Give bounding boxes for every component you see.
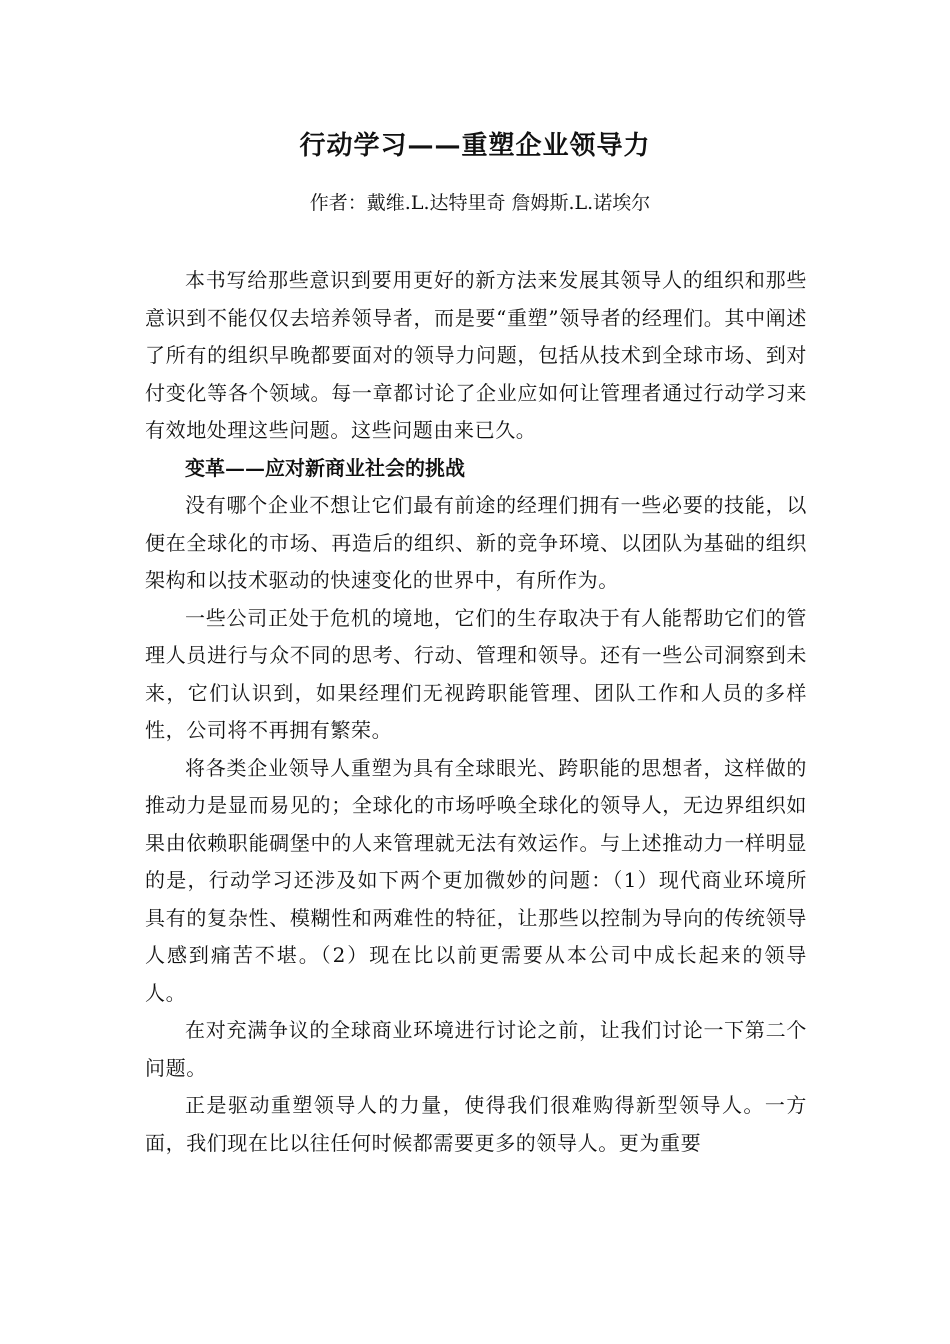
intro-paragraph: 本书写给那些意识到要用更好的新方法来发展其领导人的组织和那些意识到不能仅仅去培养领导者，而是要“重塑”领导者的经理们。其中阐述了所有的组织早晚都要面对的领导力问题，包括从技术到全球市场、到对付变化等各个领域。每一章都讨论了企业应如何让管理者通过行动学习来有效地处理这些问题。这些问题由来已久。 [145, 268, 807, 442]
section-heading: 变革——应对新商业社会的挑战 [185, 455, 465, 480]
body-paragraph-3: 将各类企业领导人重塑为具有全球眼光、跨职能的思想者，这样做的推动力是显而易见的；全球化的市场呼唤全球化的领导人，无边界组织如果由依赖职能碉堡中的人来管理就无法有效运作。与上述推动力一样明显的是，行动学习还涉及如下两个更加微妙的问题：（1）现代商业环境所具有的复杂性、模糊性和两难性的特征，让那些以控制为导向的传统领导人感到痛苦不堪。（2）现在比以前更需要从本公司中成长起来的领导人。 [145, 755, 807, 1005]
body-paragraph-1: 没有哪个企业不想让它们最有前途的经理们拥有一些必要的技能，以便在全球化的市场、再造后的组织、新的竞争环境、以团队为基础的组织架构和以技术驱动的快速变化的世界中，有所作为。 [145, 493, 807, 592]
body-paragraph-2: 一些公司正处于危机的境地，它们的生存取决于有人能帮助它们的管理人员进行与众不同的思考、行动、管理和领导。还有一些公司洞察到未来，它们认识到，如果经理们无视跨职能管理、团队工作和人员的多样性，公司将不再拥有繁荣。 [145, 605, 807, 742]
document-author: 作者：戴维.L.达特里奇 詹姆斯.L.诺埃尔 [309, 192, 651, 214]
body-paragraph-5: 正是驱动重塑领导人的力量，使得我们很难购得新型领导人。一方面，我们现在比以往任何时候都需要更多的领导人。更为重要 [145, 1093, 807, 1155]
document-title: 行动学习——重塑企业领导力 [299, 131, 651, 161]
document-body [145, 262, 807, 1162]
body-paragraph-4: 在对充满争议的全球商业环境进行讨论之前，让我们讨论一下第二个问题。 [145, 1018, 807, 1080]
